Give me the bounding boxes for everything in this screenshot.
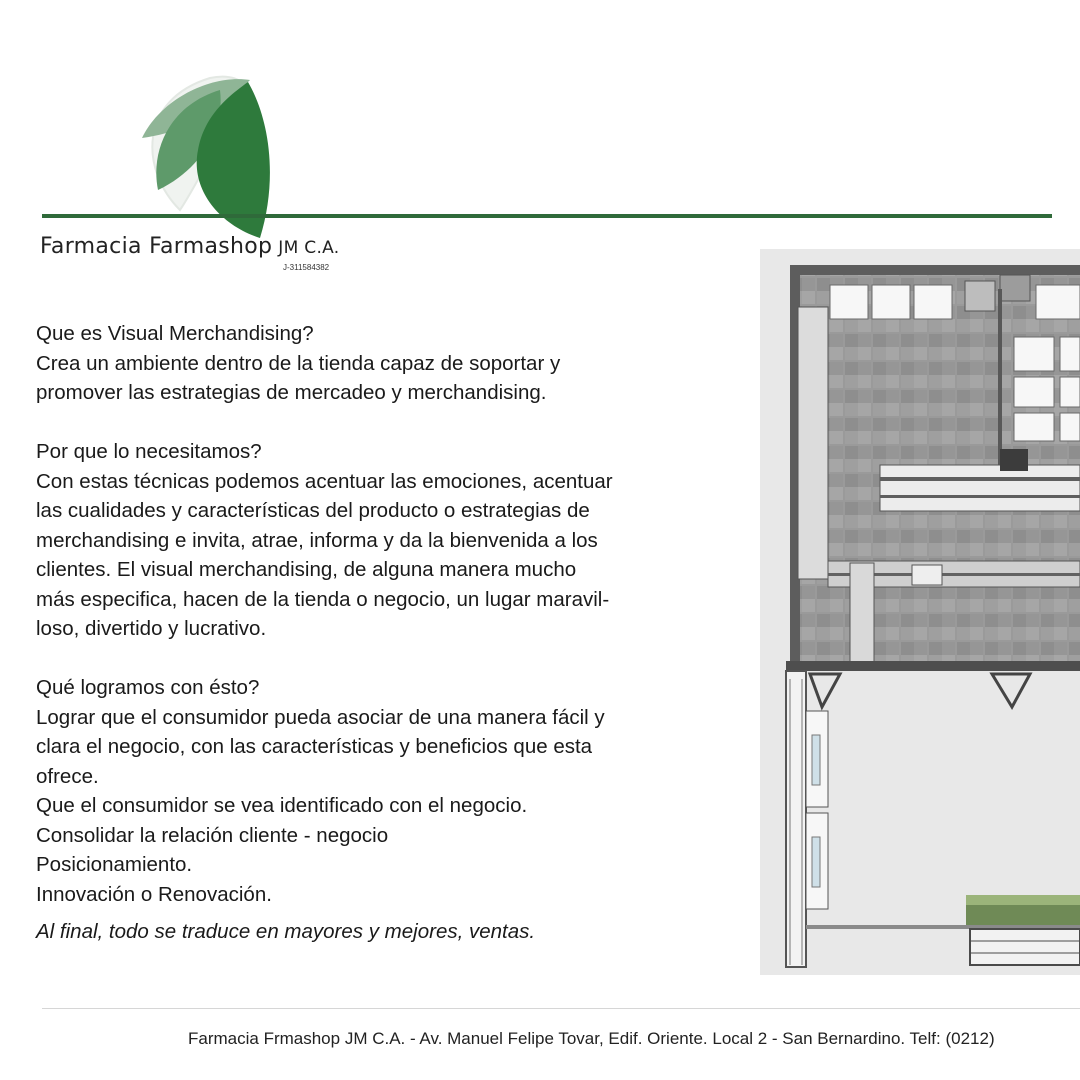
- section-line: Lograr que el consumidor pueda asociar de una manera fácil y: [36, 705, 605, 729]
- leaf-logo-icon: [120, 60, 280, 250]
- footer-divider: [42, 1008, 1080, 1009]
- brand-name: [40, 234, 340, 259]
- closing-statement: Al final, todo se traduce en mayores y mejores, ventas.: [36, 920, 536, 943]
- section-line: las cualidades y características del producto o estrategias de: [36, 499, 590, 522]
- section-heading: Qué logramos con ésto?: [36, 676, 260, 699]
- main-text: [36, 319, 696, 947]
- section-line: Consolidar la relación cliente - negocio: [36, 823, 389, 847]
- brand-suffix: JM C.A.: [278, 238, 340, 258]
- section-line: clara el negocio, con las características y beneficios que esta: [36, 735, 593, 758]
- section-line: más especifica, hacen de la tienda o negocio, un lugar maravil-: [36, 587, 610, 611]
- section-line: Innovación o Renovación.: [36, 882, 272, 906]
- section-line: Posicionamiento.: [36, 853, 193, 876]
- header-divider: [42, 214, 1052, 218]
- section-line: Con estas técnicas podemos acentuar las emociones, acentuar: [36, 469, 613, 493]
- section-line: Que el consumidor se vea identificado con el negocio.: [36, 794, 528, 817]
- section-heading: Por que lo necesitamos?: [36, 440, 262, 463]
- section-line: promover las estrategias de mercadeo y merchandising.: [36, 381, 547, 404]
- section-line: ofrece.: [36, 764, 99, 788]
- footer-address: Farmacia Frmashop JM C.A. - Av. Manuel Felipe Tovar, Edif. Oriente. Local 2 - San Bernardino. Telf: (0212): [188, 1029, 995, 1048]
- section-line: Crea un ambiente dentro de la tienda capaz de soportar y: [36, 351, 561, 375]
- section-heading: Que es Visual Merchandising?: [36, 322, 314, 345]
- store-floor-plan-image: [760, 249, 1080, 975]
- section-line: merchandising e invita, atrae, informa y da la bienvenida a los: [36, 528, 598, 552]
- section-line: loso, divertido y lucrativo.: [36, 617, 267, 640]
- section-line: clientes. El visual merchandising, de alguna manera mucho: [36, 558, 577, 581]
- brand-title: Farmacia Farmashop: [40, 234, 273, 259]
- brand-rif: J-311584382: [283, 263, 330, 272]
